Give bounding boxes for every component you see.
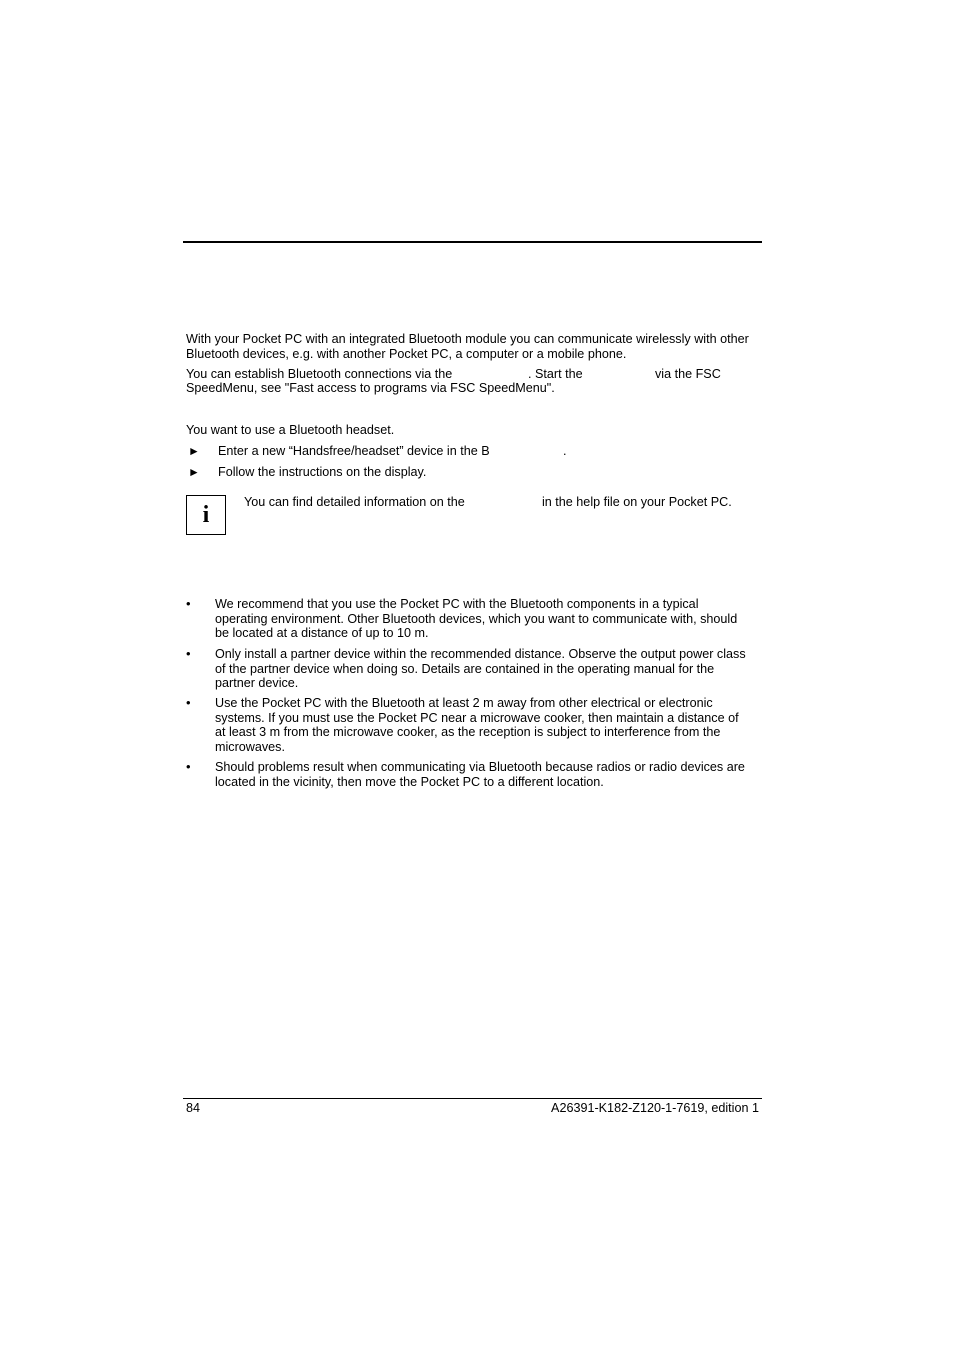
- list-item-line: Should problems result when communicating via Bluetooth because radios or radio devices are: [215, 760, 745, 774]
- list-item-line: Only install a partner device within the recommended distance. Observe the output power class: [215, 647, 746, 661]
- step-arrow-icon: ►: [188, 444, 200, 458]
- info-text-2: in the help file on your Pocket PC.: [542, 495, 732, 509]
- page-number: 84: [186, 1101, 201, 1115]
- connections-text-3: via the FSC: [655, 367, 721, 381]
- info-icon: [186, 495, 226, 535]
- bullet-icon: •: [186, 695, 191, 710]
- list-item-line: systems. If you must use the Pocket PC near a microwave cooker, then maintain a distance of: [215, 710, 739, 725]
- step-1-text: Enter a new “Handsfree/headset” device in the B: [218, 444, 490, 458]
- document-id: A26391-K182-Z120-1-7619, edition 1: [551, 1101, 759, 1115]
- list-item-line: partner device.: [215, 676, 299, 691]
- intro-line-1: With your Pocket PC with an integrated Bluetooth module you can communicate wirelessly with other: [186, 332, 749, 346]
- list-item-line: of the partner device when doing so. Details are contained in the operating manual for the: [215, 661, 715, 676]
- list-item: [215, 647, 763, 691]
- list-item: [215, 760, 763, 789]
- list-item-line: operating environment. Other Bluetooth devices, which you want to communicate with, should: [215, 611, 738, 626]
- bullet-icon: •: [186, 596, 191, 611]
- intro-line-2: Bluetooth devices, e.g. with another Pocket PC, a computer or a mobile phone.: [186, 346, 627, 361]
- info-text-1: You can find detailed information on the: [244, 495, 465, 509]
- step-1-end: .: [563, 444, 567, 458]
- list-item: [215, 597, 763, 641]
- connections-text-4: SpeedMenu, see "Fast access to programs via FSC SpeedMenu".: [186, 381, 555, 395]
- connections-text-1: You can establish Bluetooth connections via the: [186, 367, 453, 381]
- header-rule: [183, 241, 762, 243]
- headset-lead: You want to use a Bluetooth headset.: [186, 423, 395, 437]
- bullet-icon: •: [186, 759, 191, 774]
- list-item-line: Use the Pocket PC with the Bluetooth at least 2 m away from other electrical or electronic: [215, 696, 713, 710]
- info-icon-letter: i: [202, 502, 210, 528]
- list-item-line: We recommend that you use the Pocket PC with the Bluetooth components in a typical: [215, 597, 699, 611]
- list-item-line: at least 3 m from the microwave cooker, as the reception is subject to interference from the: [215, 725, 721, 740]
- intro-paragraph: [186, 332, 762, 361]
- step-2-text: Follow the instructions on the display.: [218, 465, 427, 479]
- list-item: [215, 696, 763, 754]
- connections-text-2: . Start the: [528, 367, 583, 381]
- step-arrow-icon: ►: [188, 465, 200, 479]
- list-item-line: be located at a distance of up to 10 m.: [215, 626, 429, 641]
- list-item-line: located in the vicinity, then move the Pocket PC to a different location.: [215, 774, 604, 789]
- footer-rule: [183, 1098, 762, 1099]
- list-item-line: microwaves.: [215, 739, 285, 754]
- bullet-icon: •: [186, 646, 191, 661]
